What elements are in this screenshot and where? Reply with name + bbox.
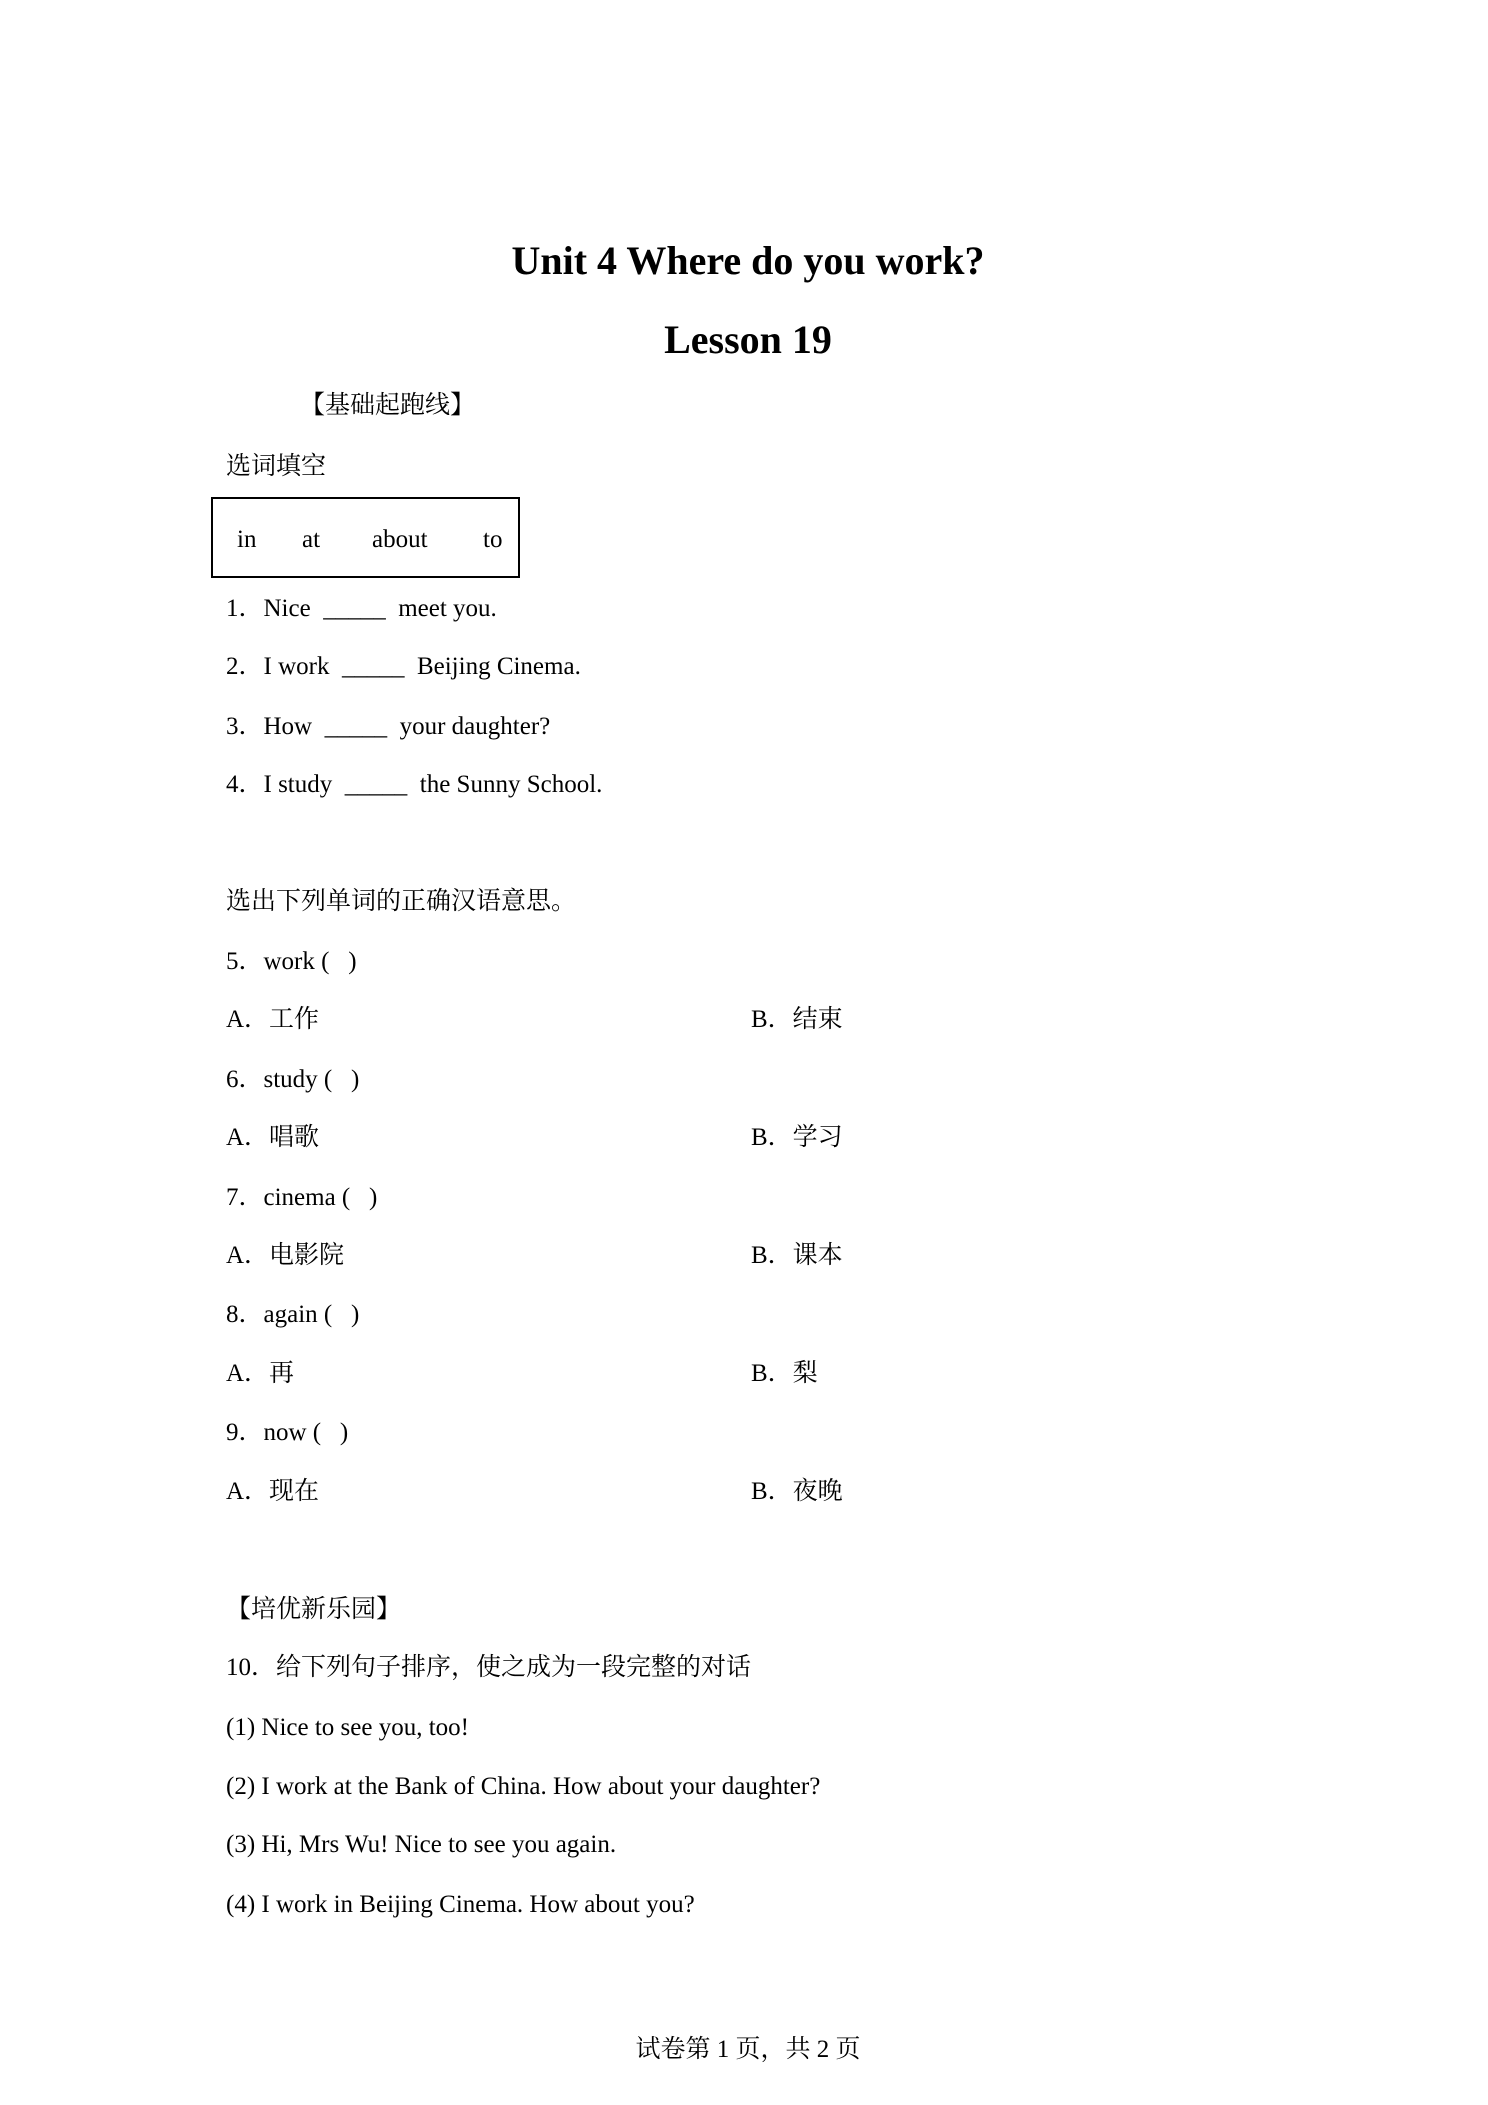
option-b: B．结束: [751, 1006, 843, 1033]
word-bank-item: about: [372, 526, 428, 553]
page-title: Unit 4 Where do you work?: [511, 238, 985, 283]
option-a: A．唱歌: [226, 1124, 320, 1151]
question-5: 5．work ( ): [226, 948, 357, 975]
word-bank-item: in: [237, 526, 257, 553]
instruction-fill-blank: 选词填空: [226, 453, 327, 480]
option-a: A．再: [226, 1360, 295, 1387]
question-8: 8．again ( ): [226, 1301, 360, 1328]
instruction-choose-meaning: 选出下列单词的正确汉语意思。: [226, 888, 577, 915]
question-3: 3．How _____ your daughter?: [226, 713, 551, 740]
question-9: 9．now ( ): [226, 1419, 349, 1446]
option-a: A．电影院: [226, 1242, 345, 1269]
question-6: 6．study ( ): [226, 1066, 360, 1093]
question-10: 10．给下列句子排序，使之成为一段完整的对话: [226, 1654, 752, 1681]
word-bank-item: at: [302, 526, 321, 553]
option-b: B．课本: [751, 1242, 843, 1269]
dialogue-sentence-1: (1) Nice to see you, too!: [226, 1714, 469, 1741]
word-bank-item: to: [483, 526, 503, 553]
question-4: 4．I study _____ the Sunny School.: [226, 771, 603, 798]
option-a: A．工作: [226, 1006, 320, 1033]
question-7: 7．cinema ( ): [226, 1184, 378, 1211]
lesson-title: Lesson 19: [664, 317, 832, 362]
question-1: 1．Nice _____ meet you.: [226, 595, 497, 622]
option-b: B．夜晚: [751, 1478, 843, 1505]
question-2: 2．I work _____ Beijing Cinema.: [226, 653, 581, 680]
word-bank-box: [211, 497, 520, 578]
option-b: B．学习: [751, 1124, 843, 1151]
dialogue-sentence-2: (2) I work at the Bank of China. How about your daughter?: [226, 1773, 821, 1800]
section-heading-advanced: 【培优新乐园】: [226, 1596, 402, 1623]
dialogue-sentence-3: (3) Hi, Mrs Wu! Nice to see you again.: [226, 1831, 617, 1858]
page-footer: 试卷第 1 页，共 2 页: [635, 2036, 861, 2063]
section-heading-basic: 【基础起跑线】: [300, 392, 476, 419]
option-a: A．现在: [226, 1478, 320, 1505]
option-b: B．梨: [751, 1360, 818, 1387]
dialogue-sentence-4: (4) I work in Beijing Cinema. How about you?: [226, 1891, 695, 1918]
